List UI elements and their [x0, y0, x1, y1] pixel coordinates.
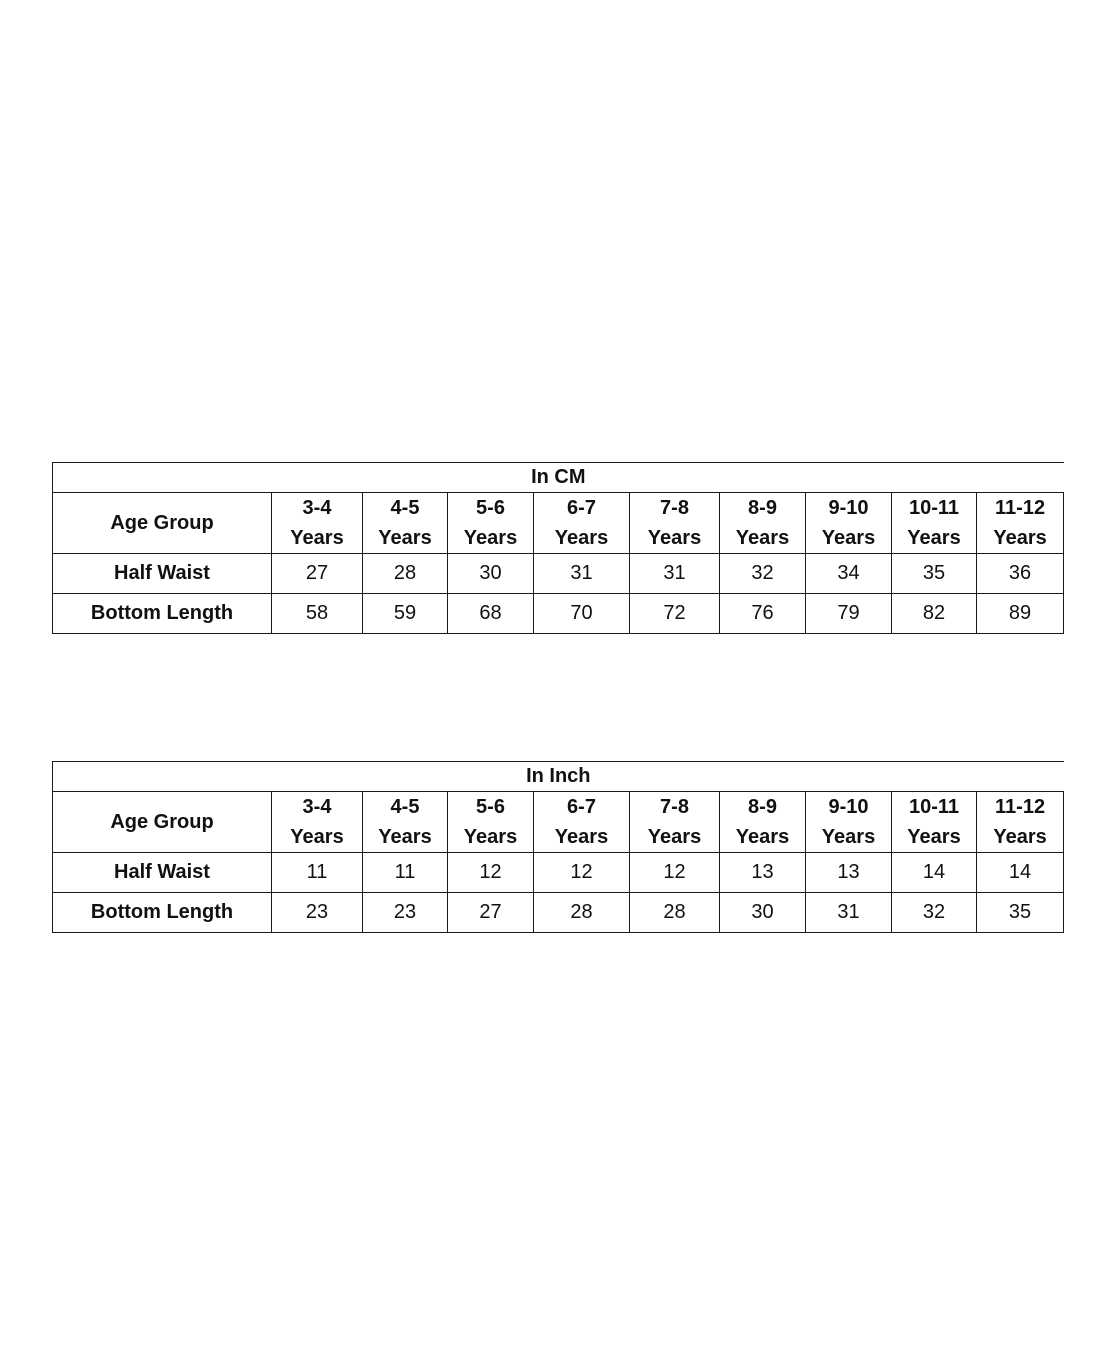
table-cell: 14 — [977, 853, 1064, 893]
table-cell: 27 — [272, 554, 363, 594]
table-cell: 30 — [720, 893, 806, 933]
age-unit: Years — [993, 527, 1047, 549]
age-group-cell — [892, 493, 977, 554]
table-cell: 76 — [720, 594, 806, 634]
age-range: 7-8 — [660, 497, 689, 519]
age-group-cell — [806, 792, 892, 853]
age-range: 8-9 — [748, 796, 777, 818]
table-cell: 12 — [448, 853, 534, 893]
size-table-inch — [52, 761, 1064, 933]
table-cell: 12 — [534, 853, 630, 893]
table-cell: 89 — [977, 594, 1064, 634]
age-group-cell — [534, 493, 630, 554]
age-range: 9-10 — [828, 497, 869, 519]
age-group-cell — [272, 493, 363, 554]
table-cell: 30 — [448, 554, 534, 594]
table-cell: 13 — [720, 853, 806, 893]
table-caption: In Inch — [53, 762, 1064, 792]
table-caption: In CM — [53, 463, 1064, 493]
table-caption-row — [53, 762, 1064, 792]
age-range: 9-10 — [828, 796, 869, 818]
table-cell: 79 — [806, 594, 892, 634]
table-cell: 28 — [630, 893, 720, 933]
row-label: Half Waist — [53, 853, 272, 893]
row-label: Bottom Length — [53, 594, 272, 634]
table-cell: 27 — [448, 893, 534, 933]
age-unit: Years — [463, 527, 518, 549]
age-range: 8-9 — [748, 497, 777, 519]
size-table-cm — [52, 462, 1064, 634]
age-group-cell — [977, 792, 1064, 853]
age-group-cell — [630, 792, 720, 853]
table-header-row — [53, 792, 1064, 853]
age-range: 4-5 — [390, 497, 420, 519]
age-group-cell — [534, 792, 630, 853]
table-cell: 28 — [534, 893, 630, 933]
age-group-cell — [977, 493, 1064, 554]
age-range: 4-5 — [390, 796, 420, 818]
table-cell: 11 — [363, 853, 448, 893]
age-range: 6-7 — [567, 796, 596, 818]
table-cell: 35 — [892, 554, 977, 594]
age-unit: Years — [647, 826, 702, 848]
age-unit: Years — [647, 527, 702, 549]
age-group-cell — [448, 792, 534, 853]
age-range: 11-12 — [995, 497, 1046, 519]
age-group-cell — [272, 792, 363, 853]
table-cell: 12 — [630, 853, 720, 893]
table-cell: 59 — [363, 594, 448, 634]
age-unit: Years — [290, 826, 344, 848]
table-cell: 36 — [977, 554, 1064, 594]
age-unit: Years — [290, 527, 344, 549]
age-range: 5-6 — [476, 796, 505, 818]
age-group-cell — [720, 792, 806, 853]
age-group-cell — [720, 493, 806, 554]
table-row — [53, 594, 1064, 634]
row-label: Half Waist — [53, 554, 272, 594]
age-group-cell — [448, 493, 534, 554]
table-caption-row — [53, 463, 1064, 493]
table-cell: 72 — [630, 594, 720, 634]
age-range: 6-7 — [567, 497, 596, 519]
table-cell: 68 — [448, 594, 534, 634]
table-cell: 14 — [892, 853, 977, 893]
age-unit: Years — [735, 826, 790, 848]
table-cell: 31 — [630, 554, 720, 594]
table-cell: 23 — [272, 893, 363, 933]
age-unit: Years — [907, 826, 961, 848]
row-label: Bottom Length — [53, 893, 272, 933]
age-range: 10-11 — [908, 497, 960, 519]
age-unit: Years — [463, 826, 518, 848]
table-cell: 34 — [806, 554, 892, 594]
age-range: 11-12 — [995, 796, 1046, 818]
age-unit: Years — [821, 826, 876, 848]
table-cell: 23 — [363, 893, 448, 933]
age-unit: Years — [554, 826, 609, 848]
age-range: 10-11 — [908, 796, 960, 818]
table-cell: 58 — [272, 594, 363, 634]
age-unit: Years — [554, 527, 609, 549]
table-header-row — [53, 493, 1064, 554]
age-unit: Years — [735, 527, 790, 549]
age-unit: Years — [821, 527, 876, 549]
table-row — [53, 554, 1064, 594]
age-unit: Years — [378, 826, 432, 848]
age-unit: Years — [993, 826, 1047, 848]
age-unit: Years — [907, 527, 961, 549]
age-group-cell — [892, 792, 977, 853]
age-group-cell — [363, 792, 448, 853]
age-range: 3-4 — [302, 497, 332, 519]
age-group-header: Age Group — [53, 493, 272, 554]
table-row — [53, 853, 1064, 893]
table-cell: 32 — [892, 893, 977, 933]
table-cell: 13 — [806, 853, 892, 893]
age-range: 7-8 — [660, 796, 689, 818]
table-cell: 31 — [534, 554, 630, 594]
age-group-cell — [363, 493, 448, 554]
table-cell: 28 — [363, 554, 448, 594]
table-cell: 70 — [534, 594, 630, 634]
table-cell: 31 — [806, 893, 892, 933]
age-range: 5-6 — [476, 497, 505, 519]
age-group-header: Age Group — [53, 792, 272, 853]
age-range: 3-4 — [302, 796, 332, 818]
table-cell: 82 — [892, 594, 977, 634]
table-cell: 11 — [272, 853, 363, 893]
age-group-cell — [806, 493, 892, 554]
age-group-cell — [630, 493, 720, 554]
table-row — [53, 893, 1064, 933]
age-unit: Years — [378, 527, 432, 549]
table-cell: 35 — [977, 893, 1064, 933]
table-cell: 32 — [720, 554, 806, 594]
